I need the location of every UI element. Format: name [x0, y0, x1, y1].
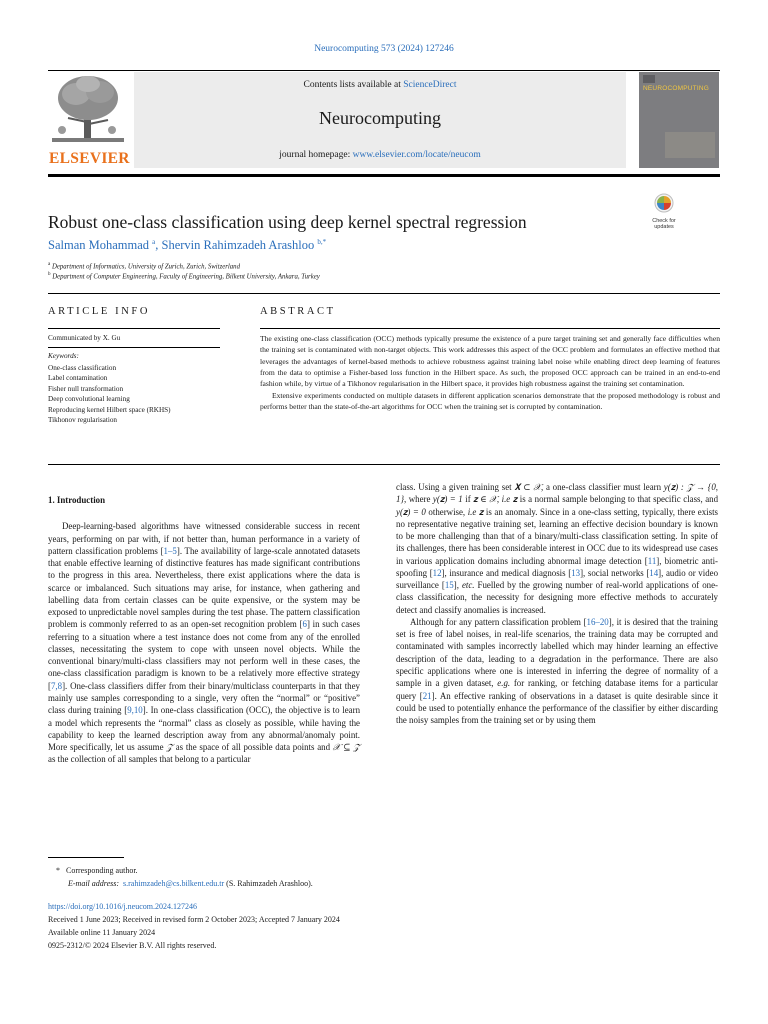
- body-text: class. Using a given training set: [396, 482, 515, 492]
- homepage-label: journal homepage:: [279, 150, 351, 160]
- abstract-rule: [260, 328, 720, 329]
- affiliation: [48, 262, 240, 270]
- elsevier-tree-icon: [48, 72, 128, 150]
- article-info-rule: [48, 347, 220, 348]
- header-separator: [48, 293, 720, 294]
- body-text: as the collection of all samples that belong to a particular: [48, 754, 251, 765]
- abstract-body: [260, 333, 720, 412]
- math-symbol: i.e: [501, 494, 511, 505]
- math-symbol: 𝐳: [478, 506, 484, 517]
- math-symbol: y(𝐳) : 𝒵 → {0, 1}: [396, 482, 718, 505]
- author-name[interactable]: Shervin Rahimzadeh Arashloo: [161, 238, 315, 253]
- journal-homepage: [134, 150, 626, 160]
- journal-reference-link[interactable]: Neurocomputing 573 (2024) 127246: [314, 44, 454, 54]
- cover-title: NEUROCOMPUTING: [643, 85, 709, 92]
- elsevier-wordmark: ELSEVIER: [49, 150, 130, 167]
- check-updates-line2: updates: [654, 224, 674, 230]
- citation-link[interactable]: 6: [302, 619, 307, 630]
- elsevier-logo: [48, 72, 128, 168]
- body-text: . The availability of large-scale annotated datasets that enable effective learning of distinctive features has made significant contributions to the progress in this area. Nevertheless, there exist applications where the data is scarce or imbalanced. Such situations may arise, for instance, when gathering and labelling data from certain classes can be quite expensive, or the system may be exposed to unpredictable novel samples during the test phase. The pattern classification problem is commonly referred to as an open-set recognition problem: [48, 545, 360, 630]
- section-heading: 1. Introduction: [48, 495, 106, 505]
- article-info-heading: ARTICLE INFO: [48, 306, 151, 317]
- footnote-marker: *: [56, 866, 60, 875]
- body-text: , it is desired that the training set is free of label noises, in real-life scenarios, the training data may be corrupted and contaminated with samples incorrectly labelled which may hinder learning an effective description of the data, leading to a degradation in the performance. There are also specific applications where one is interested in inferring the degree of normality of a sample in a given dataset,: [396, 616, 718, 689]
- journal-name: Neurocomputing: [319, 108, 441, 128]
- citation-link[interactable]: 21: [422, 690, 432, 701]
- body-text: in such cases referring to a situation where a test instance does not come from any of the enrolled classes, necessitating the system to cope with unseen novel objects. While the conventional binary/multi-class classifiers may not perform well in these cases, the one-class classification paradigm is known to be a relatively more effective strategy: [48, 619, 360, 679]
- body-text: is an anomaly. Since in a one-class setting, typically, there exists no representative negative training set, learning an effective decision boundary is known to be more challenging than that of a binary/multi-class classification setting. In spite of its challenges, there has been considerable interest in OCC due to its widespread use cases in various application domains including abnormal image detection: [396, 506, 718, 566]
- homepage-link[interactable]: www.elsevier.com/locate/neucom: [352, 150, 481, 160]
- math-symbol: y(𝐳) = 1: [432, 494, 463, 505]
- author-separator: ,: [155, 238, 159, 253]
- citation-link[interactable]: 1–5: [163, 545, 177, 556]
- math-symbol: 𝐗 ⊂ 𝒳: [514, 482, 541, 492]
- math-symbol: y(𝐳) = 0: [396, 506, 426, 517]
- available-online: Available online 11 January 2024: [48, 928, 156, 937]
- keyword-item: Fisher null transformation: [48, 384, 124, 393]
- author-list: [48, 238, 326, 253]
- citation-link[interactable]: 15: [444, 580, 454, 591]
- body-text: , a one-class classifier must learn: [540, 482, 664, 492]
- footnote-text: Corresponding author.: [66, 866, 138, 875]
- abstract-paragraph: The existing one-class classification (OCC) methods typically presume the existence of a pure target training set and generally face difficulties when the training set is contaminated with non-target objects. This work addresses this aspect of the OCC problem and formulates an effective method that leverages the advantages of kernel-based methods to achieve robustness against training label noise while enabling direct deep learning of features from the data to optimise a Fisher-based loss function in the Hilbert space. As such, the proposed OCC approach can be trained in an end-to-end fashion while, by virtue of a Tikhonov regularisation in the Hilbert space, it provides high robustness against the training set contamination.: [260, 334, 720, 389]
- footnote-email: [68, 879, 313, 888]
- body-text: Fuelled by the growing number of real-world applications of one-class classification, the necessity for designing more effective methods to accurately detect and classify anomalies is increased.: [396, 580, 718, 615]
- email-owner: (S. Rahimzadeh Arashloo).: [226, 879, 313, 888]
- body-text: for ranking, or fetching database items for a particular query: [396, 678, 719, 701]
- body-text: . One-class classifiers differ from their binary/multiclass counterparts in that they mainly use samples corresponding to a single, very often the “normal” or “positive” class during training: [48, 680, 360, 716]
- body-column-left: [48, 494, 360, 766]
- citation-link[interactable]: 12: [432, 567, 442, 578]
- paper-title: Robust one-class classification using deep kernel spectral regression: [48, 212, 527, 232]
- affiliation-marker: a: [48, 262, 51, 267]
- citation-link[interactable]: 9,10: [127, 705, 143, 716]
- body-text: is a normal sample belonging to that specific class, and: [517, 494, 719, 505]
- check-updates-line1: Check for: [652, 218, 676, 224]
- body-text: . In one-class classification (OCC), the objective is to learn a model which represents the “normal” class as closely as possible, while having the capability to keep the learned description away from any abnormal/anomaly point. More specifically, let us assume: [48, 705, 361, 753]
- keyword-item: Reproducing kernel Hilbert space (RKHS): [48, 405, 171, 414]
- check-updates-icon: [654, 193, 674, 213]
- citation-link[interactable]: 7,8: [50, 680, 63, 691]
- math-symbol: e.g.: [497, 678, 511, 689]
- footnote-rule: [48, 857, 124, 858]
- contents-line: [134, 80, 626, 90]
- body-text: . An effective ranking of observations in a dataset is quite desirable since it could be used to potentially enhance the performance of the classifier by either discarding the noisy samples from the training set or by using them: [396, 690, 718, 726]
- body-paragraph: Deep-learning-based algorithms have witnessed considerable success in recent years, performing on par with, if not better than, human performance in a variety of pattern classification problems [1–5]. The availability of large-scale annotated datasets that enable effective learning of distinctive features has made significant contributions to the progress in this area. Nevertheless, there exist applications where the data is scarce or imbalanced. Such situations may arise, for instance, when gathering and labelling data from certain classes can be quite expensive, or the system may be exposed to unpredictable novel samples during the test phase. The pattern classification problem is commonly referred to as an open-set recognition problem [6] in such cases referring to a situation where a test instance does not come from any of the enrolled classes, necessitating the system to cope with unseen novel objects. While the conventional binary/multi-class classifiers may not perform well in these cases, the one-class classification paradigm is known to be a relatively more effective strategy [7,8]. One-class classifiers differ from their binary/multiclass counterparts in that they mainly use samples corresponding to a single, very often the “normal” or “positive” class during training [9,10]. In one-class classification (OCC), the objective is to learn a model which represents the “normal” class as closely as possible, while having the capability to keep the learned description away from any abnormal/anomaly point. More specifically, let us assume 𝒵 as the space of all possible data points and 𝒳 ⊆ 𝒵 as the collection of all samples that belong to a particular: [48, 521, 361, 765]
- journal-cover-image: [639, 72, 719, 168]
- body-text: , audio or video surveillance: [396, 567, 719, 591]
- keywords-label: Keywords:: [48, 352, 79, 360]
- keyword-list: [48, 363, 171, 425]
- body-text: if: [462, 494, 474, 505]
- communicated-by: Communicated by X. Gu: [48, 334, 121, 342]
- body-text: as the space of all possible data points and: [173, 742, 333, 753]
- keyword-item: One-class classification: [48, 364, 117, 372]
- doi-link[interactable]: https://doi.org/10.1016/j.neucom.2024.127246: [48, 902, 197, 911]
- footnote-corresponding: [56, 866, 138, 875]
- math-symbol: 𝒳 ⊆ 𝒵: [332, 742, 360, 753]
- body-text: , social networks: [583, 567, 647, 578]
- body-text: , where: [404, 494, 433, 505]
- body-text: ,: [496, 494, 502, 505]
- email-link[interactable]: s.rahimzadeh@cs.bilkent.edu.tr: [123, 879, 225, 888]
- citation-link[interactable]: 11: [647, 555, 657, 566]
- cover-emblem-icon: [643, 75, 655, 83]
- abstract-paragraph: Extensive experiments conducted on multiple datasets in different application scenarios demonstrate that the proposed methodology is robust and performs better than the state-of-the-art algorithms for OCC when the training set is corrupted by contamination.: [260, 390, 720, 412]
- citation-link[interactable]: 16–20: [586, 616, 609, 627]
- masthead-bottom-rule: [48, 174, 720, 177]
- received-dates: Received 1 June 2023; Received in revised form 2 October 2023; Accepted 7 January 2024: [48, 915, 340, 924]
- masthead-top-rule: [48, 70, 720, 71]
- math-symbol: 𝐳: [512, 494, 518, 505]
- author-name[interactable]: Salman Mohammad: [48, 238, 150, 253]
- copyright-notice: 0925-2312/© 2024 Elsevier B.V. All rights reserved.: [48, 941, 217, 950]
- body-text: Although for any pattern classification problem: [410, 616, 584, 627]
- sciencedirect-link[interactable]: ScienceDirect: [403, 80, 457, 90]
- affiliation: [48, 272, 320, 280]
- author-affiliation-marker[interactable]: a: [152, 238, 156, 246]
- affiliation-marker: b: [48, 272, 51, 277]
- cover-band: [665, 132, 715, 158]
- body-text: , biometric anti-spoofing: [396, 555, 718, 578]
- citation-link[interactable]: 14: [649, 567, 659, 578]
- body-column-right: [396, 481, 718, 726]
- math-symbol: 𝐳 ∈ 𝒳: [473, 494, 497, 505]
- affiliation-text: Department of Computer Engineering, Faculty of Engineering, Bilkent University, Ankara, Turkey: [52, 273, 320, 281]
- citation-link[interactable]: 13: [571, 567, 581, 578]
- email-label: E-mail address:: [68, 879, 120, 888]
- check-for-updates-badge[interactable]: [648, 193, 680, 231]
- affiliation-text: Department of Informatics, University of Zurich, Zurich, Switzerland: [51, 263, 240, 271]
- keyword-item: Tikhonov regularisation: [48, 416, 118, 425]
- math-symbol: i.e: [467, 506, 477, 517]
- math-symbol: etc.: [461, 580, 475, 591]
- body-paragraph: class. Using a given training set 𝐗 ⊂ 𝒳, a one-class classifier must learn y(𝐳) : 𝒵 → {0, 1}, where y(𝐳) = 1 if 𝐳 ∈ 𝒳, i.e 𝐳 is a normal sample belonging to that specific class, and y(𝐳) = 0 otherwise, i.e 𝐳 is an anomaly. Since in a one-class setting, typically, there exists no representative negative training set, learning an effective decision boundary is known to be more challenging than that of a binary/multi-class classification setting. In spite of its challenges, there has been considerable interest in OCC due to its widespread use cases in various application domains including abnormal image detection [11], biometric anti-spoofing [12], insurance and medical diagnosis [13], social networks [14], audio or video surveillance [15], etc. Fuelled by the growing number of real-world applications of one-class classification, the necessity for designing more effective methods to accurately detect and classify anomalies is increased.: [396, 482, 719, 615]
- body-text: otherwise,: [425, 506, 468, 517]
- article-info-rule: [48, 328, 220, 329]
- contents-prefix: Contents lists available at: [303, 80, 401, 90]
- author-affiliation-marker[interactable]: b,*: [317, 238, 327, 246]
- keyword-item: Label contamination: [48, 374, 108, 383]
- abstract-heading: ABSTRACT: [260, 306, 336, 317]
- body-paragraph: Although for any pattern classification problem [16–20], it is desired that the training set is free of label noises, in real-life scenarios, the training data may be corrupted and contaminated with samples incorrectly labelled which may hinder learning an effective description of the data, leading to a degradation in the performance. There are also specific applications where one is interested in inferring the degree of normality of a sample in a given dataset, e.g. for ranking, or fetching database items for a particular query [21]. An effective ranking of observations in a dataset is quite desirable since it could be used to potentially enhance the performance of the classifier by either discarding the noisy samples from the training set or by using them: [396, 616, 719, 726]
- keyword-item: Deep convolutional learning: [48, 395, 130, 404]
- body-text: ,: [456, 580, 462, 591]
- body-separator: [48, 464, 720, 465]
- body-text: , insurance and medical diagnosis: [444, 567, 569, 578]
- math-symbol: 𝒵: [166, 742, 173, 753]
- body-text: Deep-learning-based algorithms have witnessed considerable success in recent years, performing on par with, if not better than, human performance in a variety of pattern classification problems: [48, 521, 360, 556]
